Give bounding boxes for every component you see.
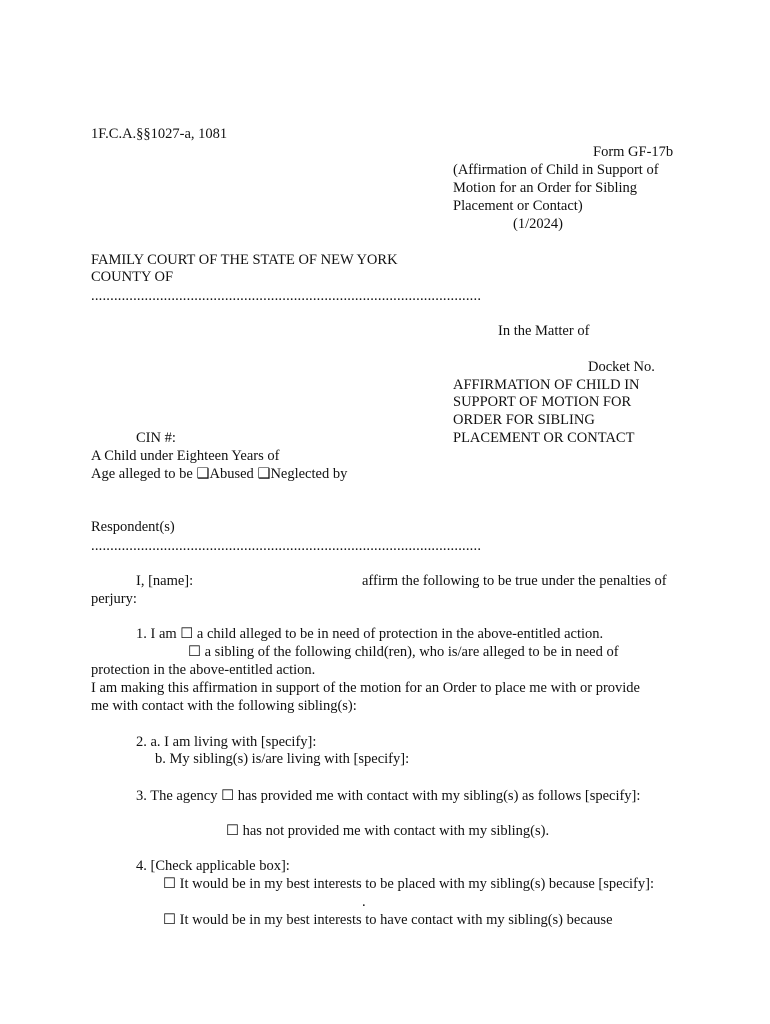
item-4-option-placement [163, 875, 654, 893]
in-the-matter-of: In the Matter of [498, 323, 590, 339]
form-description-line2: Motion for an Order for Sibling [453, 180, 638, 196]
form-date: (1/2024) [513, 216, 563, 232]
item-2a: 2. a. I am living with [specify]: [136, 734, 317, 750]
document-title-line2: SUPPORT OF MOTION FOR [453, 394, 632, 410]
document-title-line4: PLACEMENT OR CONTACT [453, 430, 635, 446]
statute-citation: 1F.C.A.§§1027-a, 1081 [91, 126, 228, 142]
placement-period: . [362, 894, 366, 910]
neglected-by-label: Neglected by [270, 466, 348, 482]
sibling-checkbox[interactable]: ☐ [188, 644, 201, 660]
child-checkbox[interactable]: ☐ [180, 626, 194, 642]
child-description-line1: A Child under Eighteen Years of [91, 448, 280, 464]
child-description-line2 [91, 465, 347, 483]
item-4-option-contact [163, 911, 613, 929]
form-description-line1: (Affirmation of Child in Support of [453, 162, 659, 178]
item-2b: b. My sibling(s) is/are living with [specify]: [155, 751, 410, 767]
respondents-label: Respondent(s) [91, 519, 175, 535]
affirmation-statement-cont: perjury: [91, 591, 137, 607]
item-1-option-child [136, 625, 603, 643]
form-number: Form GF-17b [593, 144, 674, 160]
contact-label: It would be in my best interests to have contact with my sibling(s) because [176, 912, 613, 928]
has-provided-label: has provided me with contact with my sibling(s) as follows [specify]: [234, 788, 641, 804]
affirmation-statement: affirm the following to be true under the penalties of [362, 573, 667, 589]
item-1-option-sibling [188, 643, 619, 661]
document-title-line1: AFFIRMATION OF CHILD IN [453, 377, 640, 393]
item-1-statement-line2: me with contact with the following sibling(s): [91, 698, 357, 714]
docket-number-label: Docket No. [588, 359, 655, 375]
placement-checkbox[interactable]: ☐ [163, 876, 176, 892]
has-not-provided-checkbox[interactable]: ☐ [226, 823, 239, 839]
placement-label: It would be in my best interests to be placed with my sibling(s) because [specify]: [176, 876, 654, 892]
dotted-rule-bottom: ...................................................................................................... [91, 538, 482, 554]
abused-label: Abused [209, 466, 258, 482]
sibling-option-label: a sibling of the following child(ren), who is/are alleged to be in need of [201, 644, 619, 660]
affirmant-name-label: I, [name]: [136, 573, 194, 589]
item-4-lead: 4. [Check applicable box]: [136, 858, 290, 874]
alleged-label: Age alleged to be [91, 466, 197, 482]
child-option-label: a child alleged to be in need of protection in the above-entitled action. [193, 626, 604, 642]
cin-label: CIN #: [136, 430, 176, 446]
item-1-lead: 1. I am [136, 626, 181, 642]
has-not-provided-label: has not provided me with contact with my sibling(s). [239, 823, 550, 839]
item-3-option-not-provided [226, 822, 549, 840]
abused-checkbox[interactable]: ❑ [196, 466, 210, 482]
item-3-option-provided [136, 787, 640, 805]
has-provided-checkbox[interactable]: ☐ [221, 788, 235, 804]
item-1-statement-line1: I am making this affirmation in support of the motion for an Order to place me with or provide [91, 680, 640, 696]
document-title-line3: ORDER FOR SIBLING [453, 412, 595, 428]
form-description-line3: Placement or Contact) [453, 198, 583, 214]
dotted-rule-top: ...................................................................................................... [91, 288, 482, 304]
county-label: COUNTY OF [91, 269, 174, 285]
neglected-checkbox[interactable]: ❑ [257, 466, 271, 482]
sibling-option-cont: protection in the above-entitled action. [91, 662, 316, 678]
contact-checkbox[interactable]: ☐ [163, 912, 176, 928]
court-name: FAMILY COURT OF THE STATE OF NEW YORK [91, 252, 398, 268]
item-3-lead: 3. The agency [136, 788, 222, 804]
